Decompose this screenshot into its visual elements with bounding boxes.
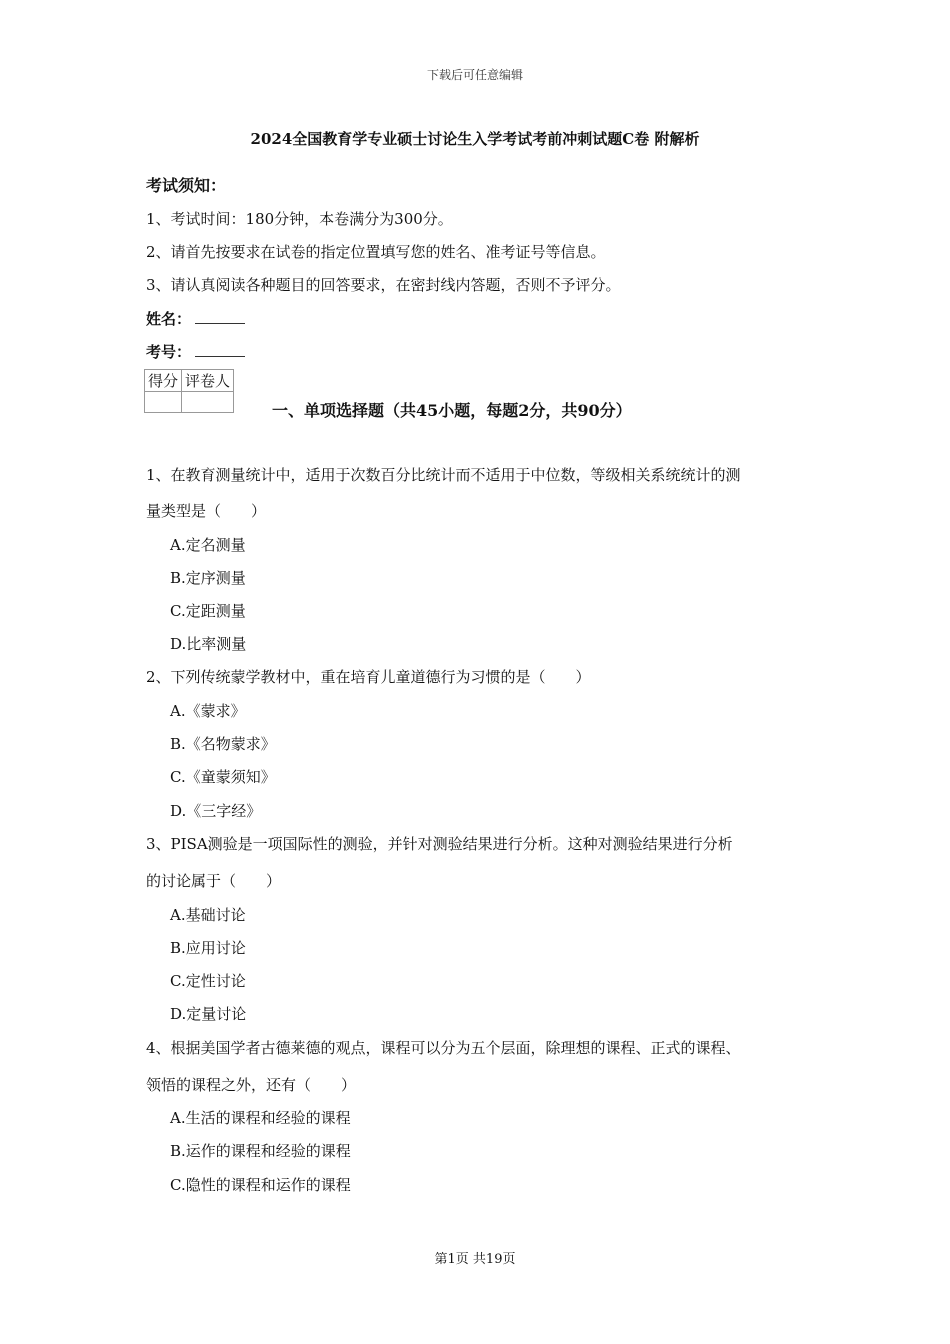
question-1-option-a: A.定名测量 [170,536,246,554]
section-title: 一、单项选择题（共45小题，每题2分，共90分） [272,401,632,420]
name-label: 姓名： [146,310,192,328]
question-3-option-a: A.基础讨论 [170,906,246,924]
question-1-text-cont: 量类型是（ ） [146,502,267,520]
question-4-text: 4、根据美国学者古德莱德的观点，课程可以分为五个层面，除理想的课程、正式的课程、 [146,1039,741,1057]
score-cell[interactable] [145,392,182,413]
question-3-option-d: D.定量讨论 [170,1005,247,1023]
page-footer: 第1页 共19页 [434,1252,516,1267]
question-4-option-a: A.生活的课程和经验的课程 [170,1109,351,1127]
id-field [146,341,245,362]
notice-item: 2、请首先按要求在试卷的指定位置填写您的姓名、准考证号等信息。 [146,243,606,261]
id-blank[interactable] [195,342,245,357]
question-2-text: 2、下列传统蒙学教材中，重在培育儿童道德行为习惯的是（ ） [146,668,591,686]
id-label: 考号： [146,343,192,361]
score-box [144,369,234,413]
notice-item: 3、请认真阅读各种题目的回答要求，在密封线内答题，否则不予评分。 [146,276,621,294]
question-1-option-d: D.比率测量 [170,635,247,653]
grader-cell[interactable] [182,392,234,413]
grader-header: 评卷人 [182,370,234,392]
document-title: 2024全国教育学专业硕士讨论生入学考试考前冲刺试题C卷 附解析 [250,130,700,148]
score-header: 得分 [145,370,182,392]
question-2-option-b: B.《名物蒙求》 [170,735,276,753]
notice-item: 1、考试时间：180分钟，本卷满分为300分。 [146,210,453,228]
question-4-text-cont: 领悟的课程之外，还有（ ） [146,1076,357,1094]
question-2-option-c: C.《童蒙须知》 [170,768,276,786]
name-field [146,308,245,329]
question-3-text-cont: 的讨论属于（ ） [146,872,282,890]
question-2-option-a: A.《蒙求》 [170,702,246,720]
question-1-option-c: C.定距测量 [170,602,246,620]
question-3-option-c: C.定性讨论 [170,972,246,990]
question-3-text: 3、PISA测验是一项国际性的测验，并针对测验结果进行分析。这种对测验结果进行分析 [146,835,733,853]
question-4-option-c: C.隐性的课程和运作的课程 [170,1176,351,1194]
question-2-option-d: D.《三字经》 [170,802,262,820]
name-blank[interactable] [195,309,245,324]
question-3-option-b: B.应用讨论 [170,939,246,957]
question-1-option-b: B.定序测量 [170,569,246,587]
question-4-option-b: B.运作的课程和经验的课程 [170,1142,351,1160]
question-1-text: 1、在教育测量统计中，适用于次数百分比统计而不适用于中位数，等级相关系统统计的测 [146,466,741,484]
notice-heading: 考试须知： [146,176,227,195]
page-header: 下载后可任意编辑 [426,68,523,82]
